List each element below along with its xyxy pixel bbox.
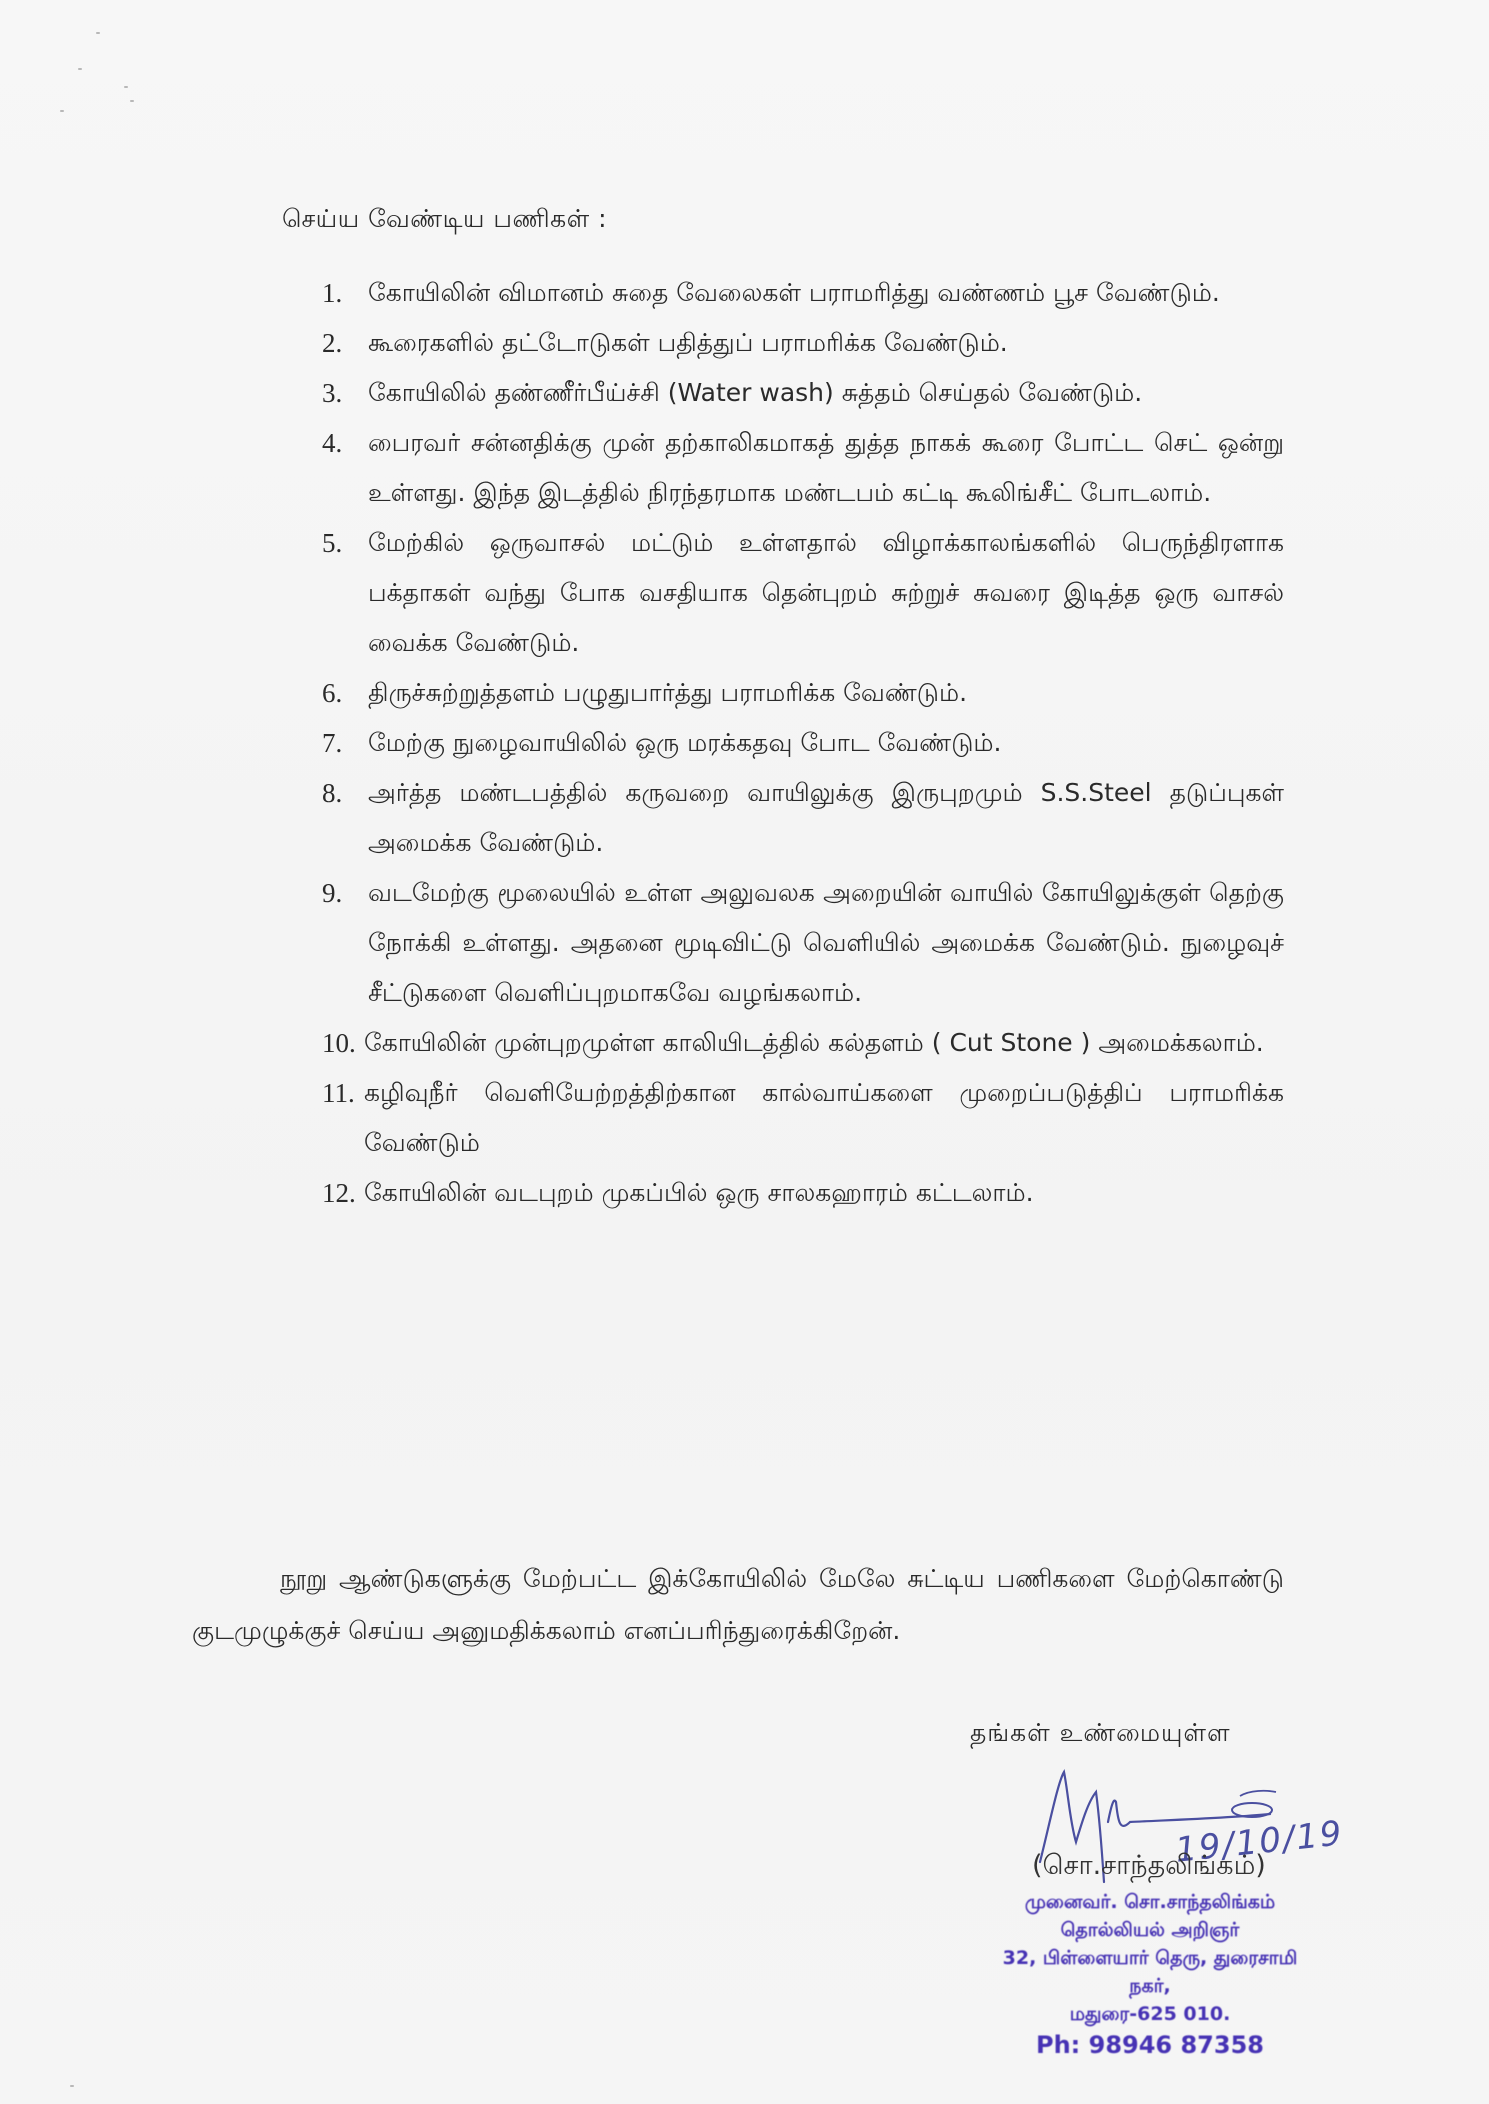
task-item [322,268,1284,318]
signer-name: (சொ.சாந்தலிங்கம்) [1032,1850,1266,1881]
task-number: 4. [322,428,343,458]
task-number: 10. [322,1028,356,1058]
task-text: கோயிலின் வடபுறம் முகப்பில் ஒரு சாலகஹாரம் கட்டலாம். [364,1178,1034,1207]
task-text: கழிவுநீர் வெளியேற்றத்திற்கான கால்வாய்களை முறைப்படுத்திப் பராமரிக்க வேண்டும் [364,1078,1284,1157]
stamp-title: தொல்லியல் அறிஞர் [1060,1919,1240,1941]
task-text: கோயிலில் தண்ணீர்பீய்ச்சி (Water wash) சுத்தம் செய்தல் வேண்டும். [368,378,1143,407]
task-text: திருச்சுற்றுத்தளம் பழுதுபார்த்து பராமரிக்க வேண்டும். [368,678,968,707]
task-text: மேற்கில் ஒருவாசல் மட்டும் உள்ளதால் விழாக்காலங்களில் பெருந்திரளாக பக்தாகள் வந்து போக வசதியாக தென்புறம் சுற்றுச் சுவரை இடித்த ஒரு வாசல் வைக்க வேண்டும். [368,528,1284,657]
task-item [322,718,1284,768]
task-item [322,1168,1284,1218]
task-item [322,518,1284,668]
task-item [322,1018,1284,1068]
task-number: 7. [322,728,343,758]
stamp-address: 32, பிள்ளையார் தெரு, துரைசாமி நகர், [1002,1947,1298,1997]
task-text: கோயிலின் முன்புறமுள்ள காலியிடத்தில் கல்தளம் ( Cut Stone ) அமைக்கலாம். [364,1028,1264,1057]
stamp-phone: Ph: 98946 87358 [1036,2031,1264,2059]
task-number: 9. [322,878,343,908]
task-text: மேற்கு நுழைவாயிலில் ஒரு மரக்கதவு போட வேண்டும். [368,728,1002,757]
stamp-city: மதுரை-625 010. [1069,2003,1231,2025]
task-text: வடமேற்கு மூலையில் உள்ள அலுவலக அறையின் வாயில் கோயிலுக்குள் தெற்கு நோக்கி உள்ளது. அதனை மூடிவிட்டு வெளியில் அமைக்க வேண்டும். நுழைவுச் சீட்டுகளை வெளிப்புறமாகவே வழங்கலாம். [368,878,1284,1007]
task-number: 1. [322,278,343,308]
signature-date: 19/10/19 [1173,1813,1346,1871]
task-list [322,268,1284,1218]
task-number: 3. [322,378,343,408]
task-number: 8. [322,778,343,808]
task-item [322,318,1284,368]
stamp-name: முனைவர். சொ.சாந்தலிங்கம் [1024,1891,1276,1913]
task-number: 11. [322,1078,355,1108]
task-item [322,1068,1284,1168]
section-heading: செய்ய வேண்டிய பணிகள் : [282,204,608,233]
task-number: 6. [322,678,343,708]
recommendation-paragraph: நூறு ஆண்டுகளுக்கு மேற்பட்ட இக்கோயிலில் மேலே சுட்டிய பணிகளை மேற்கொண்டு குடமுழுக்குச் செய்ய அனுமதிக்கலாம் எனப்பரிந்துரைக்கிறேன். [192,1564,1284,1645]
task-item [322,368,1284,418]
task-item [322,868,1284,1018]
task-item [322,768,1284,868]
address-stamp [980,1888,1320,2062]
task-text: கூரைகளில் தட்டோடுகள் பதித்துப் பராமரிக்க வேண்டும். [368,328,1008,357]
task-item [322,668,1284,718]
task-text: கோயிலின் விமானம் சுதை வேலைகள் பராமரித்து வண்ணம் பூச வேண்டும். [368,278,1220,307]
task-number: 5. [322,528,343,558]
closing-salutation: தங்கள் உண்மையுள்ள [970,1718,1231,1747]
task-number: 2. [322,328,343,358]
task-text: அர்த்த மண்டபத்தில் கருவறை வாயிலுக்கு இருபுறமும் S.S.Steel தடுப்புகள் அமைக்க வேண்டும். [368,778,1284,857]
task-number: 12. [322,1178,356,1208]
task-item [322,418,1284,518]
task-text: பைரவர் சன்னதிக்கு முன் தற்காலிகமாகத் துத்த நாகக் கூரை போட்ட செட் ஒன்று உள்ளது. இந்த இடத்தில் நிரந்தரமாக மண்டபம் கட்டி கூலிங்சீட் போடலாம். [368,428,1284,507]
